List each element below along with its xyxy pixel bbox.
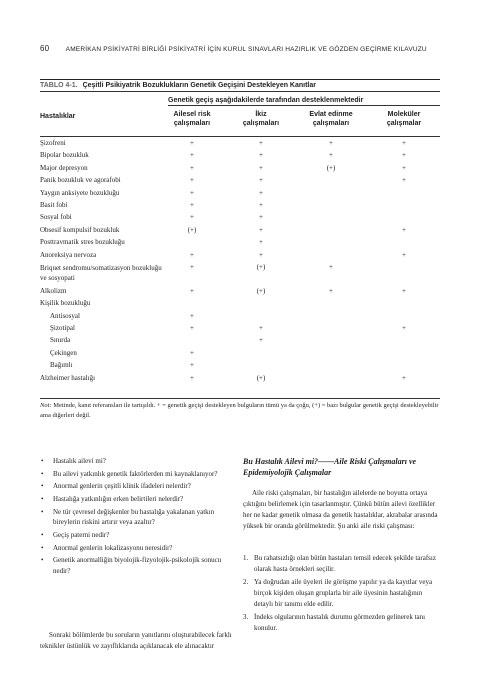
table-cell: + [402, 163, 406, 172]
table-row [40, 237, 440, 249]
table-cell: + [259, 324, 263, 333]
table-cell: + [259, 200, 263, 209]
table-cell: + [402, 139, 406, 147]
list-item: • Bu ailevi yatkınlık genetik faktörlerden mi kaynaklanıyor? [40, 469, 235, 480]
row-label: Briquet sendromu/somatizasyon bozukluğu ve sosyopati [40, 263, 162, 282]
table-row [40, 175, 440, 187]
table-cell: + [259, 139, 263, 147]
row-header: Hastalıklar [40, 113, 76, 120]
table-cell: + [259, 213, 263, 222]
list-item: • Anormal genlerin lokalizasyonu neresidir? [40, 543, 235, 554]
item-text: Bu rahatsızlığı olan bütün hastaları temsil edecek şekilde tarafsız olarak hasta örnekleri seçilir. [254, 554, 436, 573]
table-row [40, 360, 440, 372]
item-number: 3. [243, 613, 249, 621]
table-cell: + [190, 213, 194, 222]
column-header-molecular [374, 110, 434, 128]
table-cell: (+) [326, 163, 336, 172]
table-row [40, 150, 440, 162]
question-list [40, 456, 235, 579]
table-row [40, 188, 440, 200]
table-row [40, 138, 440, 150]
table-cell: + [190, 286, 194, 295]
table-cell: + [402, 250, 406, 259]
table-row [40, 163, 440, 175]
numbered-item [243, 612, 441, 634]
column-header-adoption [296, 110, 366, 128]
section-title: Bu Hastalık Ailevi mi?——Aile Riski Çalışmaları ve Epidemiyolojik Çalışmalar [243, 457, 417, 477]
list-item: • Anormal genlerin çeşitli klinik ifadeleri nelerdir? [40, 481, 235, 492]
row-label: Bağımlı [50, 361, 73, 370]
list-item: • Ne tür çevresel değişkenler bu hastalığa yakalanan yatkın bireylerin riskini artırır veya azaltır? [40, 507, 235, 528]
running-header [40, 44, 440, 53]
column-header-line: Evlat edinme [309, 111, 353, 118]
column-header-line: çalışmaları [173, 120, 211, 127]
table-note [40, 401, 440, 421]
table-bottom-rule [40, 398, 440, 399]
list-item: • Genetik anormalliğin biyolojik-fizyolojik-psikolojik sonucu nedir? [40, 555, 235, 576]
table-cell: + [329, 286, 333, 295]
table-cell: (+) [256, 286, 266, 295]
row-label: Yaygın anksiyete bozukluğu [40, 188, 120, 197]
table-cell: + [402, 373, 406, 382]
numbered-item [243, 577, 441, 610]
row-label: Alkolizm [40, 286, 67, 295]
column-header-family [162, 110, 222, 128]
row-label: Obsesif kompulsif bozukluk [40, 225, 120, 234]
table-row [40, 262, 440, 286]
table-cell: + [259, 151, 263, 160]
table-row [40, 311, 440, 323]
table-row [40, 323, 440, 335]
right-paragraph: Aile riski çalışmaları, bir hastalığın ailelerde ne boyutta ortaya çıktığını belirlemek için tasarlanmıştır. Çünkü bütün ailevi özellikler her ne kadar genetik olmasa da genetik hastalıklar, akrabalar arasında yüksek bir oranda görülmektedir. Şu anki aile riski çalışması: [243, 489, 438, 530]
item-text: Ya doğrudan aile üyeleri ile görüşme yapılır ya da kayıtlar veya birçok kişiden oluşan gruplarla bir aile üyesinin hastalığının detaylı bir tanımı elde edilir. [254, 578, 433, 608]
table-cell: + [190, 311, 194, 320]
row-label: Alzheimer hastalığı [40, 373, 96, 382]
row-label: Anoreksiya nervoza [40, 250, 97, 259]
table-row [40, 348, 440, 360]
running-title: AMERİKAN PSİKİYATRİ BİRLİĞİ PSİKİYATRİ İÇİN KURUL SINAVLARI HAZIRLIK VE GÖZDEN GEÇİRME KILAVUZU [65, 46, 427, 53]
row-label: Bipolar bozukluk [40, 151, 89, 160]
row-label: Çekingen [50, 348, 77, 357]
list-item: • Geçiş paterni nedir? [40, 530, 235, 541]
column-header-line: çalışmalar [386, 120, 422, 127]
numbered-list [243, 553, 441, 636]
table-cell: + [190, 151, 194, 160]
left-paragraph: Sonraki bölümlerde bu soruların yanıtlarını oluşturabilecek farklı teknikler üstünlük ve zayıflıklarıda açıklanacak ele alınacaktır [40, 631, 232, 650]
column-header-line: İkiz [255, 111, 267, 118]
table-cell: + [259, 176, 263, 185]
table-row [40, 298, 440, 310]
table-cell: + [190, 324, 194, 333]
row-label: Basit fobi [40, 200, 68, 209]
row-label: Şizotipal [50, 324, 75, 333]
list-item: • Hastalık ailevi mi? [40, 456, 235, 467]
table-row [40, 286, 440, 298]
table-row [40, 335, 440, 347]
table-cell: + [402, 176, 406, 185]
table-group-header: Genetik geçiş aşağıdakilerde tarafından desteklenmektedir [168, 97, 440, 106]
note-label: Not: [40, 402, 52, 409]
table-cell: + [259, 225, 263, 234]
table-cell: + [190, 188, 194, 197]
table-cell: + [259, 336, 263, 345]
table-cell: + [402, 225, 406, 234]
column-header-twin [233, 110, 289, 128]
table-cell: + [402, 324, 406, 333]
table-cell: + [190, 348, 194, 357]
table-cell: (+) [256, 373, 266, 382]
table-cell: + [329, 139, 333, 147]
table-cell: + [259, 250, 263, 259]
list-item: • Hastalığa yatkınlığın erken belirtileri nelerdir? [40, 494, 235, 505]
table-cell: + [190, 200, 194, 209]
table-cell: + [259, 163, 263, 172]
row-label: Kişilik bozukluğu [40, 299, 91, 308]
table-cell: (+) [256, 262, 266, 271]
column-header-line: Ailesel risk [173, 111, 211, 118]
column-header-line: Moleküler [387, 111, 421, 118]
table-row [40, 225, 440, 237]
row-label: Antisosyal [50, 311, 80, 320]
table-cell: + [190, 139, 194, 147]
row-label: Posttravmatik stres bozukluğu [40, 238, 125, 247]
table-title-bar [40, 79, 440, 92]
table-cell: (+) [187, 225, 197, 234]
table-title: Çeşitli Psikiyatrik Bozuklukların Genetik Geçişini Destekleyen Kanıtlar [82, 82, 316, 89]
numbered-item [243, 553, 441, 575]
table-cell: + [190, 163, 194, 172]
table-cell: + [190, 262, 194, 271]
table-cell: + [190, 361, 194, 370]
item-number: 2. [243, 578, 249, 586]
row-label: Panik bozukluk ve agorafobi [40, 176, 121, 185]
item-number: 1. [243, 554, 249, 562]
item-text: İndeks olgularının hastalık durumu görmezden gelinerek tanı konulur. [254, 613, 426, 632]
row-label: Sosyal fobi [40, 213, 72, 222]
table-row [40, 212, 440, 224]
table-row [40, 373, 440, 385]
table-number: TABLO 4-1. [40, 82, 78, 89]
table-cell: + [190, 373, 194, 382]
table-cell: + [402, 151, 406, 160]
table-column-headers [40, 108, 440, 137]
table-row [40, 200, 440, 212]
note-text: Metinde, kanıt referansları ile tartışıldı. + = genetik geçişi destekleyen bulguların tümü ya da çoğu, (+) = bazı bulgular genetik geçişi destekleyebilir ama diğerleri değil. [40, 402, 439, 419]
table-body [40, 138, 440, 385]
table-cell: + [402, 286, 406, 295]
table-cell: + [259, 188, 263, 197]
column-header-line: çalışmaları [312, 120, 350, 127]
table-cell: + [190, 250, 194, 259]
table-cell: + [190, 176, 194, 185]
row-label: Major depresyon [40, 163, 88, 172]
row-label: Şizofreni [40, 139, 66, 147]
row-label: Sınırda [50, 336, 71, 345]
table-cell: + [329, 262, 333, 271]
table-cell: + [329, 151, 333, 160]
table-cell: + [259, 238, 263, 247]
column-header-line: çalışmaları [242, 120, 280, 127]
table-row [40, 250, 440, 262]
page-number: 60 [40, 44, 50, 53]
